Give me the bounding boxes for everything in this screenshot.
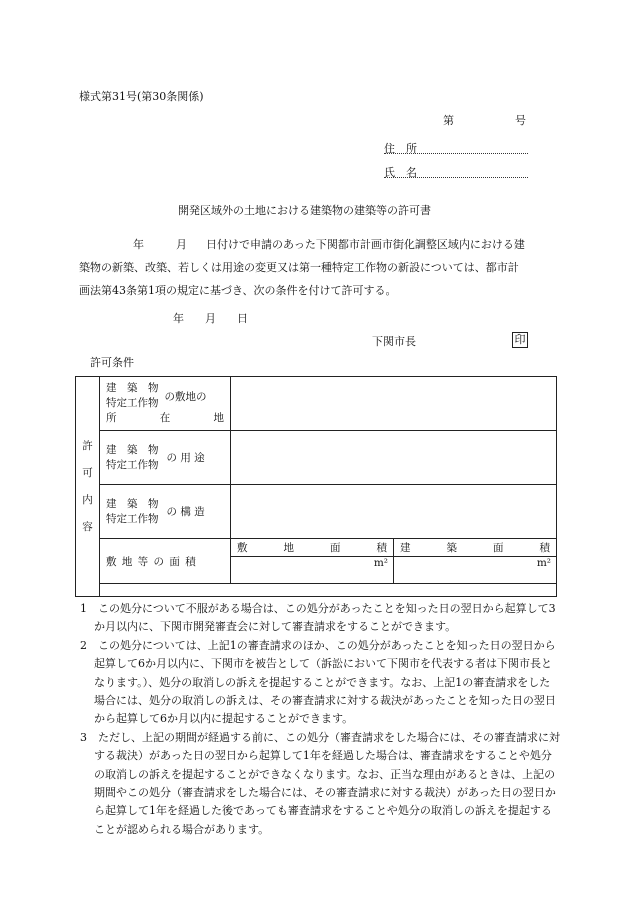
building-area-h2: 築 [446,542,457,554]
date-day: 日 [237,312,248,325]
side-char-4: 容 [82,520,93,533]
row3-line1: 建 築 物 [106,497,159,510]
building-area-h1: 建 [400,542,411,554]
row2-suffix: の 用 途 [166,452,205,464]
doc-number-prefix: 第 [443,114,454,127]
building-area-field[interactable] [394,557,557,584]
site-area-field[interactable] [231,557,394,584]
site-location-field[interactable] [231,377,557,431]
row1-extra-2: 在 [159,412,171,424]
seal-mark: 印 [512,332,528,348]
row2-line2: 特定工作物 [106,458,159,471]
note-1: 1 この処分について不服がある場合は、この処分があったことを知った日の翌日から起算して3か月以内に、下関市開発審査会に対して審査請求をすることができます。 [80,602,556,634]
address-label: 住 所 [384,142,417,155]
side-char-1: 許 [82,439,93,452]
site-area-h4: 積 [376,542,387,554]
area-label-text: 敷 地 等 の 面 積 [106,555,197,568]
conditions-label: 許可条件 [90,356,134,369]
note-3: 3 ただし、上記の期間が経過する前に、この処分（審査請求をした場合には、その審査請求に対する裁決）があった日の翌日から起算して1年を経過した場合は、審査請求をすることや処分の取消しの訴えを提起することができなくなります。なお、正当な理由があるときは、上記の期間やこの処分（審査請求をした場合には、その審査請求に対する裁決）があった日の翌日から起算して1年を経過した後であっても審査請求をすることや処分の取消しの訴えを提起することが認められる場合があります。 [80,730,560,836]
permit-content-side-label [76,377,100,597]
area-label [100,539,231,584]
row1-suffix: の敷地の [164,390,207,403]
site-area-h1: 敷 [237,542,248,554]
row1-line1: 建 築 物 [106,382,159,394]
side-char-3: 内 [82,493,93,506]
address-line[interactable] [384,152,528,154]
row1-extra-1: 所 [106,412,117,424]
date-year: 年 [173,312,184,325]
building-area-unit: m² [536,557,551,569]
building-area-h4: 積 [539,542,550,554]
name-label: 氏 名 [384,166,417,179]
structure-field[interactable] [231,485,557,539]
site-area-header [231,539,394,557]
page-title: 開発区域外の土地における建築物の建築等の許可書 [178,204,431,217]
date-month: 月 [205,312,216,325]
body-year: 年 [133,238,144,251]
doc-number-suffix: 号 [515,114,526,127]
row2-line1: 建 築 物 [106,443,159,456]
site-area-unit: m² [373,557,388,569]
building-area-h3: 面 [493,542,504,554]
row-site-location-label [100,377,231,431]
body-line-2: 築物の新築、改築、若しくは用途の変更又は第一種特定工作物の新設については、都市計 [79,261,519,274]
building-area-header [394,539,557,557]
body-month: 月 [176,238,187,251]
body-line-3: 画法第43条第1項の規定に基づき、次の条件を付けて許可する。 [79,284,397,297]
issuer-title: 下関市長 [372,335,416,348]
name-line[interactable] [384,176,528,178]
row3-suffix: の 構 造 [166,506,205,518]
note-2: 2 この処分については、上記1の審査請求のほか、この処分があったことを知った日の翌日から起算して6か月以内に、下関市を被告として（訴訟において下関市を代表する者は下関市長となります。）、処分の取消しの訴えを提起することができます。なお、上記1の審査請求をした場合には、処分の取消しの訴えは、その審査請求に対する裁決があったことを知った日の翌日から起算して6か月以内に提起することができます。 [80,638,556,726]
side-char-2: 可 [82,466,93,479]
notes-section [80,600,560,839]
body-line-1: 日付けで申請のあった下関都市計画市街化調整区域内における建 [206,238,525,251]
row-structure-label [100,485,231,539]
site-area-h2: 地 [283,542,294,554]
usage-field[interactable] [231,431,557,485]
table-bottom-spacer [100,584,557,597]
form-number: 様式第31号(第30条関係) [79,90,204,103]
row1-extra-3: 地 [213,412,224,424]
permit-table [75,376,557,597]
seal-box [512,332,528,348]
row1-line2: 特定工作物 [106,397,159,409]
row-usage-label [100,431,231,485]
row3-line2: 特定工作物 [106,512,159,525]
site-area-h3: 面 [330,542,341,554]
